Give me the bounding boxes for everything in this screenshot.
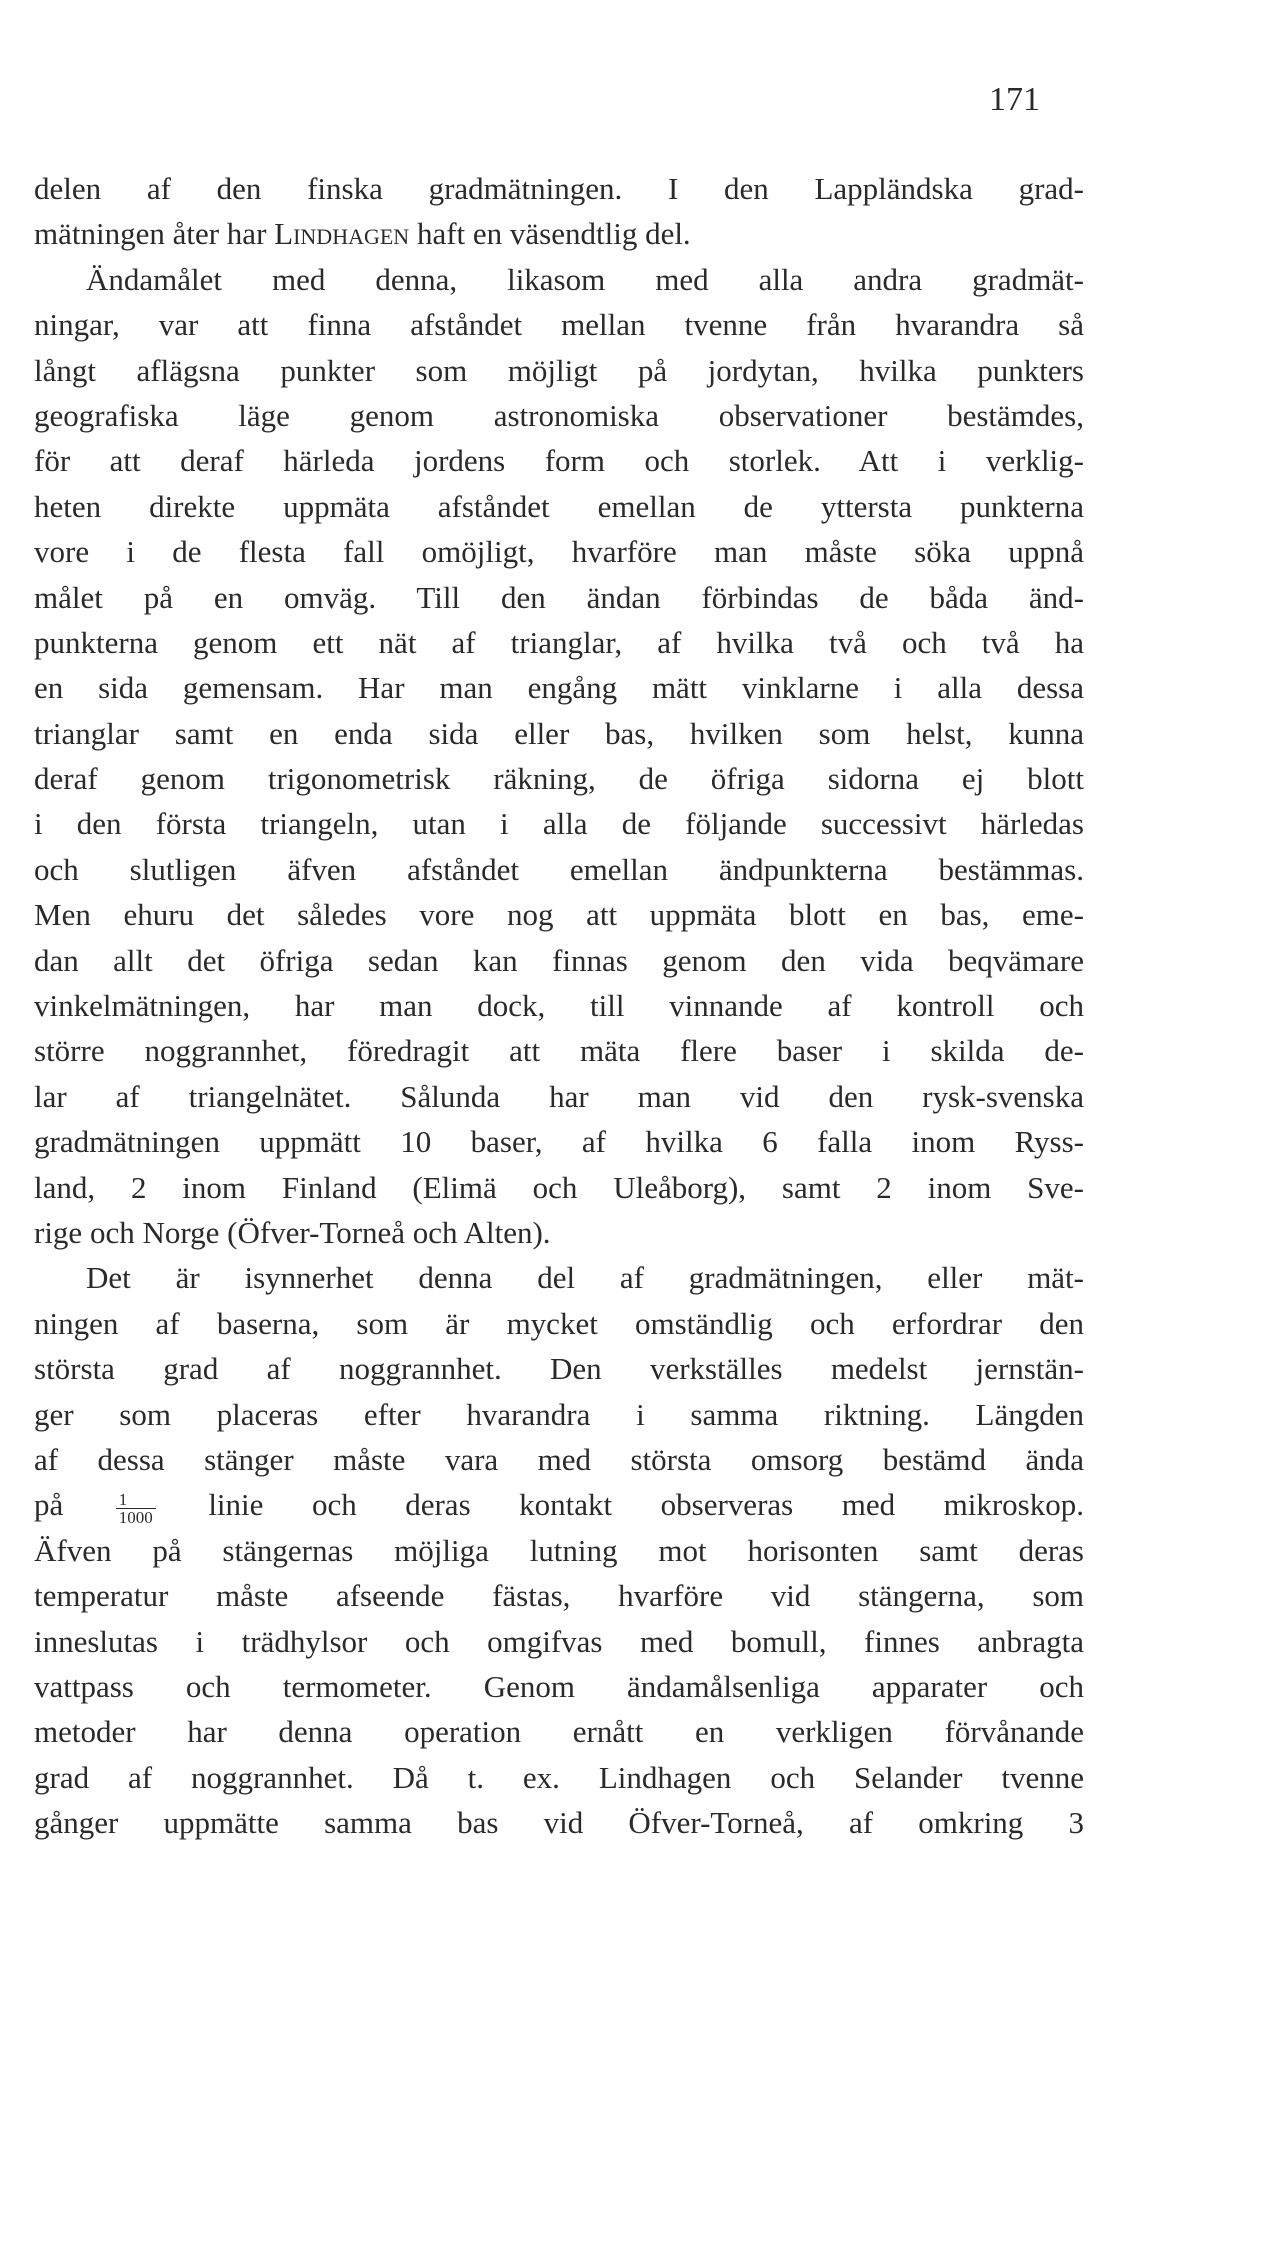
text-line [34,211,1084,256]
text-line: geografiska läge genom astronomiska observationer bestämdes, [34,397,1084,433]
fraction-numerator: 1 [116,1491,156,1509]
text-segment: linie och deras kontakt observeras med mikroskop. [159,1487,1084,1523]
text-line: i den första triangeln, utan i alla de följande successivt härledas [34,806,1084,842]
fraction [116,1491,156,1526]
text-line: af dessa stänger måste vara med största omsorg bestämd ända [34,1441,1084,1477]
text-line: Äfven på stängernas möjliga lutning mot horisonten samt deras [34,1532,1084,1568]
text-line: deraf genom trigonometrisk räkning, de öfriga sidorna ej blott [34,761,1084,797]
text-line: större noggrannhet, föredragit att mäta flere baser i skilda de- [34,1033,1084,1069]
text-line: ningen af baserna, som är mycket omständlig och erfordrar den [34,1305,1084,1341]
text-line: en sida gemensam. Har man engång mätt vinklarne i alla dessa [34,670,1084,706]
text-line: trianglar samt en enda sida eller bas, hvilken som helst, kunna [34,715,1084,751]
text-line: delen af den finska gradmätningen. I den Lappländska grad- [34,171,1084,206]
text-line: temperatur måste afseende fästas, hvarföre vid stängerna, som [34,1578,1084,1614]
text-line: gradmätningen uppmätt 10 baser, af hvilka 6 falla inom Ryss- [34,1124,1084,1160]
text-segment: på [34,1487,112,1523]
text-line: vore i de flesta fall omöjligt, hvarföre man måste söka uppnå [34,534,1084,570]
author-name: Lindhagen [274,216,410,252]
text-line: för att deraf härleda jordens form och storlek. Att i verklig- [34,443,1084,479]
text-segment: haft en väsendtlig del. [409,216,691,252]
text-line: heten direkte uppmäta afståndet emellan de yttersta punkterna [34,488,1084,524]
fraction-denominator: 1000 [118,1507,153,1527]
text-line: vinkelmätningen, har man dock, till vinnande af kontroll och [34,988,1084,1024]
text-line: Ändamålet med denna, likasom med alla andra gradmät- [86,261,1084,297]
text-line: lar af triangelnätet. Sålunda har man vid den rysk-svenska [34,1078,1084,1114]
text-line [34,1482,1084,1527]
text-line: land, 2 inom Finland (Elimä och Uleåborg), samt 2 inom Sve- [34,1169,1084,1205]
text-line: långt aflägsna punkter som möjligt på jordytan, hvilka punkters [34,352,1084,388]
text-line: största grad af noggrannhet. Den verkställes medelst jernstän- [34,1351,1084,1387]
text-line: målet på en omväg. Till den ändan förbindas de båda änd- [34,579,1084,615]
text-line: inneslutas i trädhylsor och omgifvas med bomull, finnes anbragta [34,1623,1084,1659]
body-text [34,166,1084,1845]
text-line: Men ehuru det således vore nog att uppmäta blott en bas, eme- [34,897,1084,933]
text-line: och slutligen äfven afståndet emellan ändpunkterna bestämmas. [34,851,1084,887]
page-number: 171 [989,81,1040,118]
text-line: punkterna genom ett nät af trianglar, af hvilka två och två ha [34,624,1084,660]
text-line: metoder har denna operation ernått en verkligen förvånande [34,1714,1084,1750]
text-line: dan allt det öfriga sedan kan finnas genom den vida beqvämare [34,942,1084,978]
text-line: vattpass och termometer. Genom ändamålsenliga apparater och [34,1668,1084,1704]
text-line: ningar, var att finna afståndet mellan tvenne från hvarandra så [34,307,1084,343]
text-line: grad af noggrannhet. Då t. ex. Lindhagen och Selander tvenne [34,1759,1084,1795]
text-line: rige och Norge (Öfver-Torneå och Alten). [34,1214,551,1250]
text-segment: mätningen åter har [34,216,275,252]
text-line: gånger uppmätte samma bas vid Öfver-Torneå, af omkring 3 [34,1805,1084,1841]
text-line: Det är isynnerhet denna del af gradmätningen, eller mät- [86,1260,1084,1296]
text-line: ger som placeras efter hvarandra i samma riktning. Längden [34,1396,1084,1432]
